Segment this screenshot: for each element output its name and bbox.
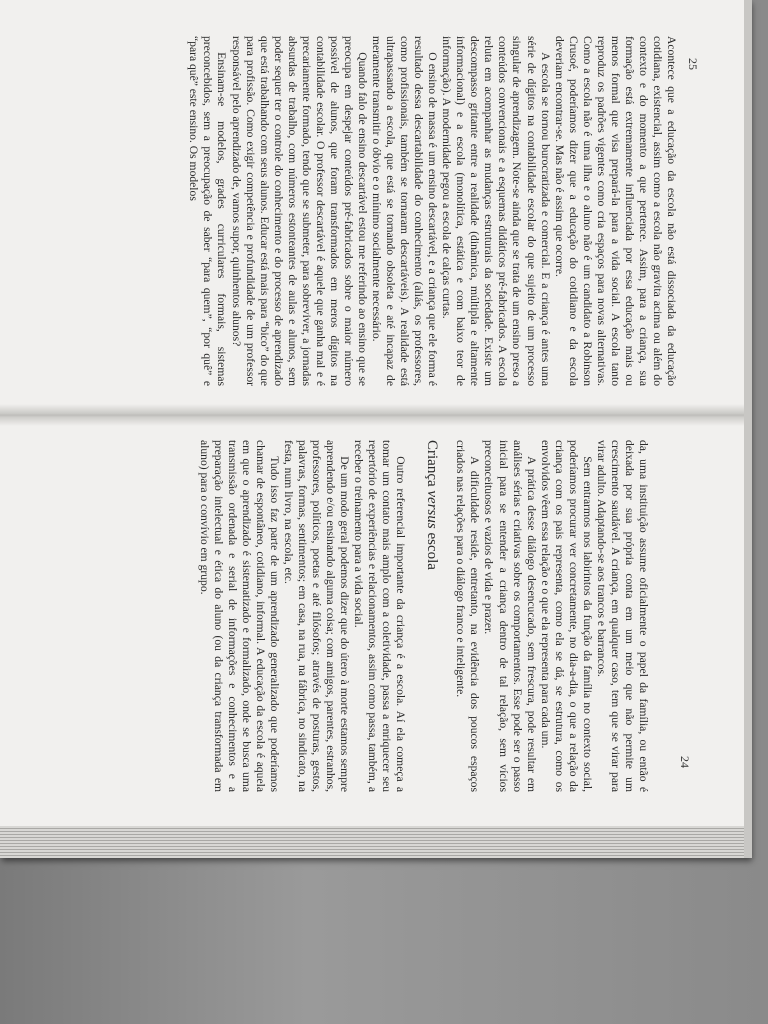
- paragraph: O ensino de massa é um ensino descartável, e a criança que ele forma é resultado dessa descartabilidade do conhecimento (aliás, os professores, como profissionais, também se tornaram descartáveis). A realidade está ultrapassando a escola, que está se tornando obsoleta e até incapaz de meramente transmitir o óbvio e o mínimo socialmente necessário.: [370, 36, 440, 386]
- page-25: [46, 36, 706, 386]
- paragraph: A dificuldade reside, entretanto, na evidência dos poucos espaços criados nas relações para o diálogo franco e inteligente.: [454, 440, 482, 792]
- book-gutter: [0, 404, 744, 426]
- paragraph: De um modo geral podemos dizer que do útero à morte estamos sempre aprendendo e/ou ensinando alguma coisa; com amigos, parentes, estranhos, professores, políticos, poetas e até filósofos; através de posturas, gestos, palavras, formas, sentimentos; em casa, na rua, na fábrica, no sindicato, na festa, num livro, na escola, etc.: [281, 440, 352, 792]
- page-stack-edge: [0, 826, 750, 858]
- paragraph: A prática desse diálogo desencucado, sem frescura, pode resultar em análises sérias e criativas sobre os comportamentos. Esse pode ser o passo inicial para se entender a criança dentro de tal relação, sem vícios preconceituosos e vazios de vida e prazer.: [482, 440, 538, 792]
- paragraph: Ensinam-se modelos, grades curriculares formais, sistemas preconcebidos, sem a preocupação de saber “para quem”, “por quê” e “para quê” este ensino. Os modelos: [187, 36, 229, 386]
- paragraph: Sem entrarmos nos labirintos da função da família no contexto social, poderíamos procurar ver concretamente, no dia-a-dia, o que a relação da criança com os pais representa, como ela se dá, se estrutura, como os envolvidos vêem essa relação e o que ela representa para cada um.: [538, 440, 594, 792]
- paragraph: A escola se tornou burocratizada e comercial. E a criança é antes uma série de dígitos na contabilidade escolar do que sujeito de um processo singular de aprendizagem. Note-se ainda que se trata de um ensino preso a conteúdos convencionais e a esquemas didáticos pré-fabricados. A escola reluta em acompanhar as mudanças estruturais da sociedade. Existe um descompasso gritante entre a realidade (dinâmica, múltipla e altamente informacional) e a escola (monolítica, estática e com baixo teor de informação). A modernidade pegou a escola de calças curtas.: [440, 36, 552, 386]
- heading-prefix: Criança: [424, 440, 441, 491]
- page-24: [60, 440, 680, 792]
- paragraph: Outro referencial importante da criança é a escola. Aí ela começa a tomar um contato mais amplo com a coletividade, passa a enriquecer seu repertório de experiências e relacionamentos, assim como passa, também, a receber o treinamento para a vida social.: [352, 440, 408, 792]
- page-number-24: 24: [678, 756, 692, 768]
- paragraph: da, uma instituição assume oficialmente o papel da família, ou então é deixada por sua própria conta em um meio que não permite um crescimento saudável. A criança, em qualquer caso, tem que se virar para virar adulto. Adaptando-se aos trancos e barrancos.: [594, 440, 650, 792]
- heading-italic: versus: [424, 490, 441, 529]
- paragraph: Quando falo de ensino descartável estou me referindo ao ensino que se preocupa em despejar conteúdos pré-fabricados sobre o maior número possível de alunos, que foram transformados em meros dígitos na contabilidade escolar. O professor descartável é aquele que ganha mal e é precariamente formado, tendo que se submeter, para sobreviver, a jornadas absurdas de trabalho, com números estonteantes de aulas e alunos, sem poder sequer ter o controle do conhecimento e do processo de aprendizado que está trabalhando com seus alunos. Educar está mais para “bico” do que para profissão. Como exigir competência e profundidade de um professor responsável pelo aprendizado de, vamos supor, quinhentos alunos?: [229, 36, 369, 386]
- paragraph: Tudo isso faz parte de um aprendizado generalizado que poderíamos chamar de espontâneo, cotidiano, informal. A educação da escola é aquela em que o aprendizado é sistematizado e formalizado, onde se busca uma transmissão ordenada e serial de informações e conhecimentos e a preparação intelectual e ética do aluno (ou da criança transformada em aluno) para o convívio em grupo.: [197, 440, 281, 792]
- paragraph: Acontece que a educação da escola não está dissociada da educação cotidiana, existencial, assim como a escola não gravita acima ou além do contexto e do momento a que pertence. Assim, para a criança, sua formação está extremamente influenciada por essa educação mais ou menos formal que visa prepará-la para a vida social. A escola tanto reproduz os padrões vigentes como cria espaços para novas alternativas. Como a escola não é uma ilha e o aluno não é um candidato a Robinson Crusoé, poderíamos dizer que a educação do cotidiano e da escola deveriam encontrar-se. Mas não é assim que ocorre.: [552, 36, 678, 386]
- section-heading: [425, 440, 439, 792]
- page-edge-right: [744, 0, 752, 858]
- page-number-25: 25: [686, 58, 700, 70]
- heading-suffix: escola: [424, 528, 441, 570]
